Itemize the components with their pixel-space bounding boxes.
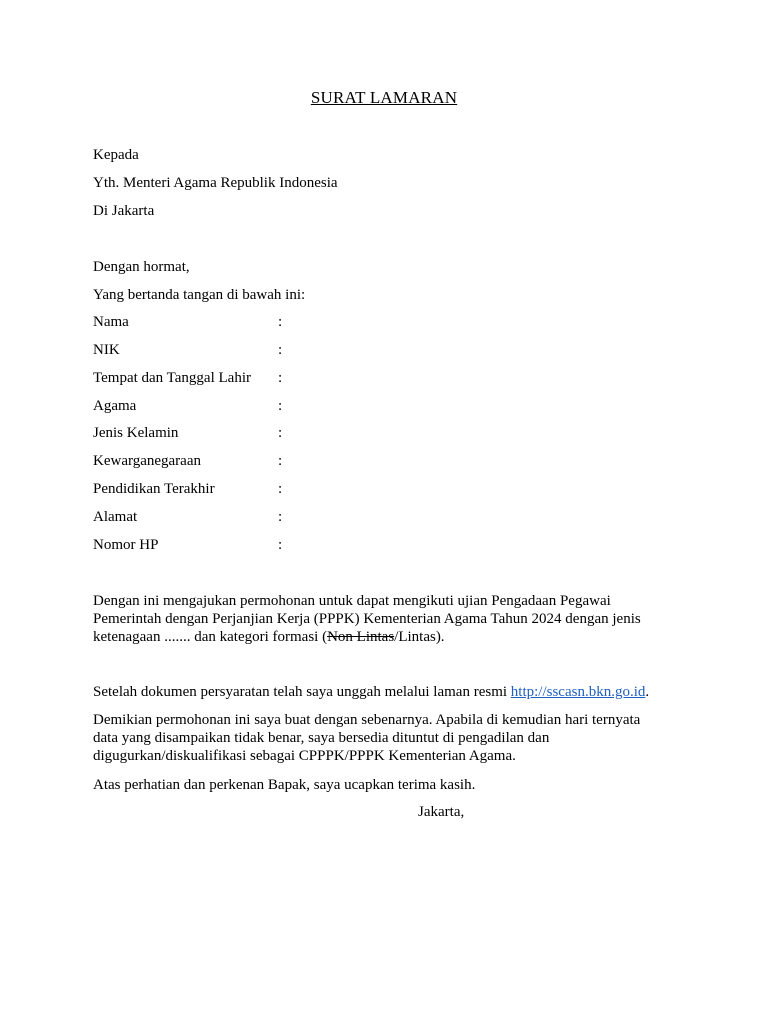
- field-colon: :: [278, 425, 283, 441]
- application-text: /Lintas).: [394, 629, 445, 645]
- field-colon: :: [278, 370, 283, 386]
- greeting: Dengan hormat,: [93, 259, 190, 275]
- field-colon: :: [278, 398, 283, 414]
- field-label: Nomor HP: [93, 537, 159, 553]
- field-label: Nama: [93, 314, 129, 330]
- field-label: Jenis Kelamin: [93, 425, 179, 441]
- declaration-paragraph: [93, 711, 673, 765]
- application-line: Dengan ini mengajukan permohonan untuk dapat mengikuti ujian Pengadaan Pegawai: [93, 593, 611, 609]
- signature-place: Jakarta,: [418, 804, 465, 820]
- application-paragraph: [93, 592, 673, 646]
- application-text: ketenagaan ....... dan kategori formasi (: [93, 629, 328, 645]
- field-colon: :: [278, 314, 283, 330]
- field-label: Kewarganegaraan: [93, 453, 201, 469]
- field-label: Tempat dan Tanggal Lahir: [93, 370, 251, 386]
- upload-text: Setelah dokumen persyaratan telah saya unggah melalui laman resmi: [93, 684, 511, 700]
- declaration-line: data yang disampaikan tidak benar, saya bersedia dituntut di pengadilan dan: [93, 730, 550, 746]
- field-colon: :: [278, 509, 283, 525]
- struck-option: Non Lintas: [327, 629, 395, 645]
- field-label: Pendidikan Terakhir: [93, 481, 215, 497]
- sscasn-link[interactable]: http://sscasn.bkn.go.id: [510, 684, 646, 700]
- declaration-line: Demikian permohonan ini saya buat dengan sebenarnya. Apabila di kemudian hari ternyata: [93, 712, 641, 728]
- closing-text: Atas perhatian dan perkenan Bapak, saya ucapkan terima kasih.: [93, 777, 476, 793]
- address-recipient: Yth. Menteri Agama Republik Indonesia: [93, 175, 338, 191]
- field-colon: :: [278, 481, 283, 497]
- field-label: Agama: [93, 398, 137, 414]
- field-colon: :: [278, 342, 283, 358]
- address-place: Di Jakarta: [93, 203, 155, 219]
- application-line: [93, 628, 673, 646]
- page-title: SURAT LAMARAN: [310, 88, 458, 107]
- intro-text: Yang bertanda tangan di bawah ini:: [93, 287, 306, 303]
- field-colon: :: [278, 453, 283, 469]
- upload-statement: [93, 683, 649, 701]
- field-label: Alamat: [93, 509, 138, 525]
- address-to: Kepada: [93, 147, 139, 163]
- upload-text: .: [645, 684, 650, 700]
- field-label: NIK: [93, 342, 120, 358]
- declaration-line: digugurkan/diskualifikasi sebagai CPPPK/PPPK Kementerian Agama.: [93, 748, 516, 764]
- field-colon: :: [278, 537, 283, 553]
- application-line: Pemerintah dengan Perjanjian Kerja (PPPK) Kementerian Agama Tahun 2024 dengan jenis: [93, 611, 641, 627]
